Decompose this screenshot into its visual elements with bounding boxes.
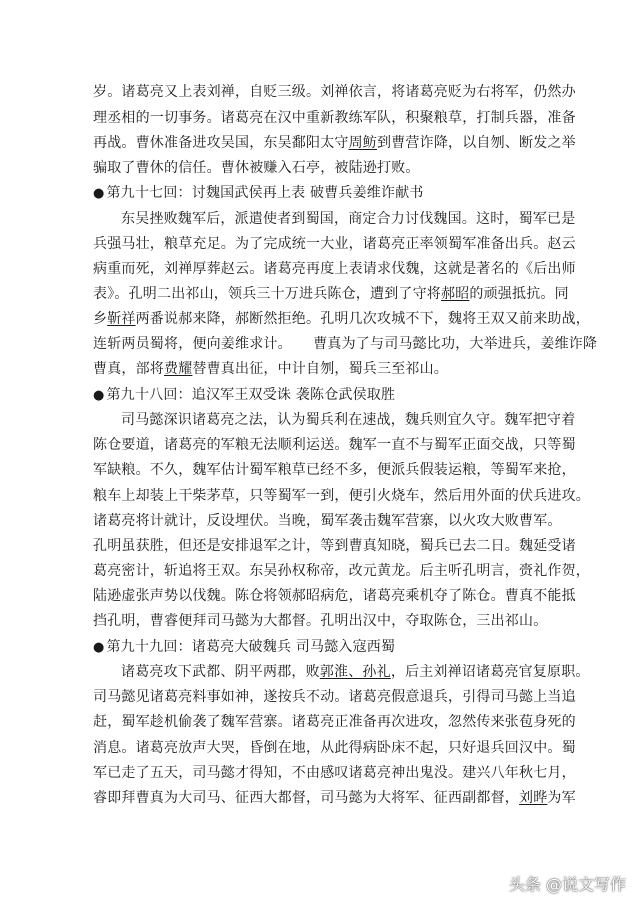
text-line: [93, 309, 591, 329]
text-line: 岁。诸葛亮又上表刘禅，自贬三级。刘禅依言，将诸葛亮贬为右将军，仍然办: [93, 84, 576, 100]
underlined-name: 郭淮、孙礼: [319, 664, 391, 680]
text-line: 东吴挫败魏军后，派遣使者到蜀国，商定合力讨伐魏国。这时，蜀军已是: [121, 211, 576, 227]
chapter-heading: [93, 385, 553, 406]
text-line: 军缺粮。不久，魏军估计蜀军粮草已经不多，便派兵假装运粮，等蜀军来抢，: [93, 462, 576, 478]
bullet-icon: ●: [93, 186, 105, 201]
text-line: 诸葛亮将计就计，反设埋伏。当晚，蜀军袭击魏军营寨，以火攻大败曹军。: [93, 513, 562, 529]
text-line: [93, 788, 576, 808]
watermark-text: 头条 @说文写作: [508, 875, 626, 894]
text-span: 乡: [93, 311, 108, 327]
underlined-name: 费耀: [164, 361, 193, 377]
text-line: 陈仓要道，诸葛亮的军粮无法顺利运送。魏军一直不与蜀军正面交战，只等蜀: [93, 437, 576, 453]
chapter-heading: [93, 637, 553, 658]
chapter-title: 第九十七回：讨魏国武侯再上表 破曹兵姜维诈献书: [106, 185, 424, 201]
bullet-icon: ●: [93, 388, 105, 403]
text-line: 挡孔明，曹睿便拜司马懿为大都督。孔明出汉中，夺取陈仓，三出祁山。: [93, 613, 548, 629]
text-line: [121, 662, 590, 682]
text-span: 替曹真出征，中计自刎，蜀兵三至祁山。: [192, 361, 449, 377]
bullet-icon: ●: [93, 640, 105, 655]
text-line: [93, 133, 576, 153]
text-span: 两番说郝来降，郝断然拒绝。孔明几次攻城不下，魏将王双又前来助战，: [135, 311, 591, 327]
text-span: 睿即拜曹真为大司马、征西大都督，司马懿为大将军、征西副都督，: [93, 790, 519, 806]
text-line: 骗取了曹休的信任。曹休被赚入石亭，被陆逊打败。: [93, 160, 420, 176]
chapter-heading: [93, 183, 553, 204]
text-line: 孔明虽获胜，但还是安排退军之计，等到曹真知晓，蜀兵已去二日。魏延受诸: [93, 538, 576, 554]
text-span: ，后主刘禅诏诸葛亮官复原职。: [390, 664, 590, 680]
text-line: 消息。诸葛亮放声大哭，昏倒在地，从此得病卧床不起，只好退兵回汉中。蜀: [93, 740, 576, 756]
text-line: 理丞相的一切事务。诸葛亮在汉中重新教练军队，积聚粮草，打制兵器，准备: [93, 110, 576, 126]
text-span: 为军: [547, 790, 576, 806]
text-span: 的顽强抵抗。同: [469, 286, 569, 302]
chapter-title: 第九十八回：追汉军王双受诛 袭陈仓武侯取胜: [106, 387, 396, 403]
text-span: 曹真，部将: [93, 361, 164, 377]
text-line: 军已走了五天，司马懿才得知，不由感叹诸葛亮神出鬼没。建兴八年秋七月，: [93, 765, 576, 781]
chapter-title: 第九十九回：诸葛亮大破魏兵 司马懿入寇西蜀: [106, 639, 396, 655]
text-line: [93, 284, 569, 304]
text-line: 赶，蜀军趁机偷袭了魏军营寨。诸葛亮正准备再次进攻，忽然传来张苞身死的: [93, 714, 576, 730]
underlined-name: 郝昭: [441, 286, 470, 302]
underlined-name: 靳祥: [107, 311, 136, 327]
text-line: 司马懿见诸葛亮料事如神，遂按兵不动。诸葛亮假意退兵，引得司马懿上当追: [93, 689, 576, 705]
text-span: 表》。孔明二出祁山，领兵三十万进兵陈仓，遭到了守将: [93, 286, 441, 302]
underlined-name: 刘晔: [519, 790, 548, 806]
text-line: [93, 359, 553, 379]
text-line: 司马懿深识诸葛亮之法，认为蜀兵利在速战，魏兵则宜久守。魏军把守着: [121, 412, 576, 428]
text-line: 兵强马壮，粮草充足。为了完成统一大业，诸葛亮正率领蜀军准备出兵。赵云: [93, 236, 576, 252]
text-line: 粮车上却装上干柴茅草，只等蜀军一到，便引火烧车，然后用外面的伏兵进攻。: [93, 488, 590, 504]
text-line: 葛亮密计，斩追将王双。东吴孙权称帝，改元黄龙。后主听孔明言，赍礼作贺，: [93, 563, 590, 579]
text-line: 病重而死，刘禅厚葬赵云。诸葛亮再度上表请求伐魏，这就是著名的《后出师: [93, 261, 576, 277]
text-span: 再战。曹休准备进攻吴国，东吴鄱阳太守: [93, 135, 349, 151]
underlined-name: 周鲂: [348, 135, 378, 151]
text-line: 陆逊虚张声势以伐魏。陈仓将领郝昭病危，诸葛亮乘机夺了陈仓。曹真不能抵: [93, 588, 576, 604]
text-span: 到曹营诈降，以自刎、断发之举: [377, 135, 576, 151]
text-line: 连斩两员蜀将，便向姜维求计。 曹真为了与司马懿比功，大举进兵，姜维诈降: [93, 336, 598, 352]
text-span: 诸葛亮攻下武都、阴平两郡，败: [121, 664, 320, 680]
